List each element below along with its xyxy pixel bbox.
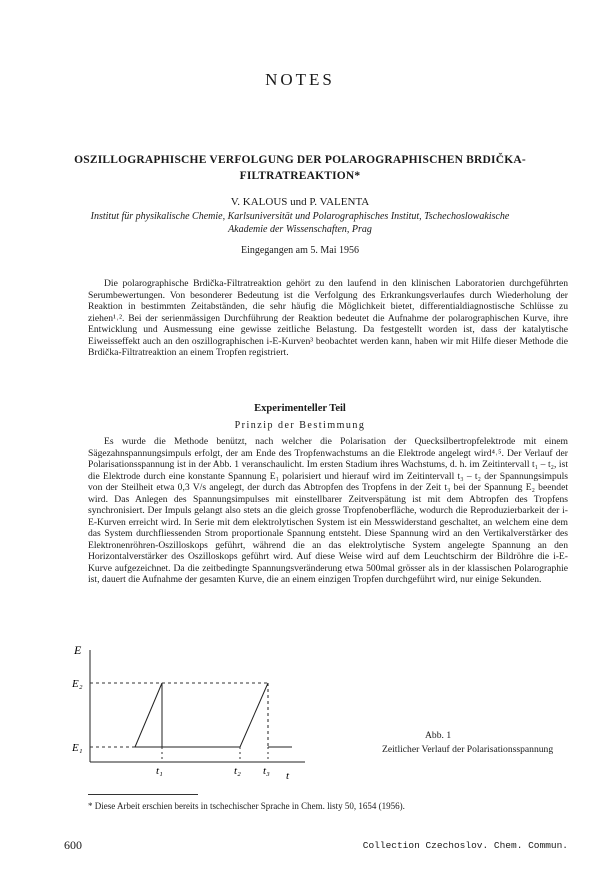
intro-paragraph: Die polarographische Brdička-Filtratreaktion gehört zu den laufend in den klinischen Laboratorien durchgeführten Serumbewertungen. Von besonderer Bedeutung ist die Verfolgung des Erkrankungsverlaufes durch Wiederholung der Reaktion in bestimmten Zeitabständen, die sehr häufig die Möglichkeit bietet, differentialdiagnostische Schlüsse zu ziehen¹˒². Bei der serienmässigen Durchführung der Reaktion bedeutet die Aufnahme der polarographischen Kurve, ihre Entwicklung und Ausmessung eine gewisse zeitliche Belastung. Da festgestellt worden ist, dass der katalytische Eiweisseffekt auch an den oszillographischen i-E-Kurven³ beobachtet werden kann, haben wir mit Hilfe dieser Methode die Brdička-Filtratreaktion an einem Tropfen registriert. [88,278,568,358]
section-header: NOTES [265,70,335,89]
t2-tick-label: t₂ [234,765,241,777]
e2-tick-label: E₂ [72,678,83,690]
voltage-time-figure [70,640,370,780]
t1-tick-label: t₁ [156,765,163,777]
ramp-1 [135,683,162,747]
received-date: Eingegangen am 5. Mai 1956 [240,245,360,256]
authors: V. KALOUS und P. VALENTA [230,196,370,208]
footnote-divider [88,794,198,795]
ramp-2 [240,683,268,747]
journal-name: Collection Czechoslov. Chem. Commun. [362,840,568,851]
footnote: * Diese Arbeit erschien bereits in tschechischer Sprache in Chem. listy 50, 1654 (1956). [88,801,405,811]
affiliation: Institut für physikalische Chemie, Karlsuniversität und Polarographisches Institut, Tschechoslowakische Akademie der Wissenschaften, Prag [90,211,510,235]
method-paragraph: Es wurde die Methode benützt, nach welcher die Polarisation der Quecksilbertropfelektrode mit einem Sägezahnspannungsimpuls erfolgt, der am Ende des Tropfenwachstums an die Elektrode angelegt wird⁴˒⁵. Der Verlauf der Polarisationsspannung ist in der Abb. 1 veranschaulicht. Im ersten Stadium ihres Wachstums, d. h. im Zeitintervall t₁ – t₂, ist die Elektrode durch eine konstante Spannung E₁ polarisiert und hierauf wird im Zeitintervall t₃ – t₂ der Spannungsimpuls von der Steilheit etwa 0,3 V/s angelegt, der durch das Abtropfen des Tropfens in der Zeit t₃ bei der Spannung E₂ beendet wird. Das Anlegen des Spannungsimpulses mit einstellbarer Zeitverspätung ist mit dem Abtropfen des Tropfens synchronisiert. Der Impuls gelangt also stets an die gleich grosse Tropfenoberfläche, wodurch die Reproduzierbarkeit der i-E-Kurven erreicht wird. In Serie mit dem elektrolytischen System ist ein Messwiderstand geschaltet, an welchem eine dem das System durchfliessenden Strom proportionale Spannung entsteht. Diese Spannung wird an den Vertikalverstärker des Elektronenröhren-Oszilloskops geführt, während die an das elektrolytische System angelegte Spannung an den Horizontalverstärker des Oszilloskops geführt wird. Auf diese Weise wird auf dem Leuchtschirm der Bildröhre die i-E-Kurve aufgezeichnet. Da die zeitbedingte Spannungsveränderung etwa 500mal grösser als in der klassischen Polarographie ist, dauert die Aufnahme der gesamten Kurve, die an einem einzigen Tropfen durchgeführt wird, nur einige Sekunden. [88,436,568,585]
section-heading: Experimenteller Teil [254,403,346,414]
x-axis-label: t [286,770,290,780]
subsection-heading: Prinzip der Bestimmung [234,420,366,431]
figure-caption-text: Zeitlicher Verlauf der Polarisationsspannung [382,744,554,755]
t3-tick-label: t₃ [263,765,270,777]
y-axis-label: E [74,643,82,657]
e1-tick-label: E₁ [72,742,83,754]
page-number: 600 [64,838,82,852]
figure-caption-label: Abb. 1 [425,730,452,741]
article-title: OSZILLOGRAPHISCHE VERFOLGUNG DER POLAROGRAPHISCHEN BRDIČKA-FILTRATREAKTION* [74,154,526,182]
